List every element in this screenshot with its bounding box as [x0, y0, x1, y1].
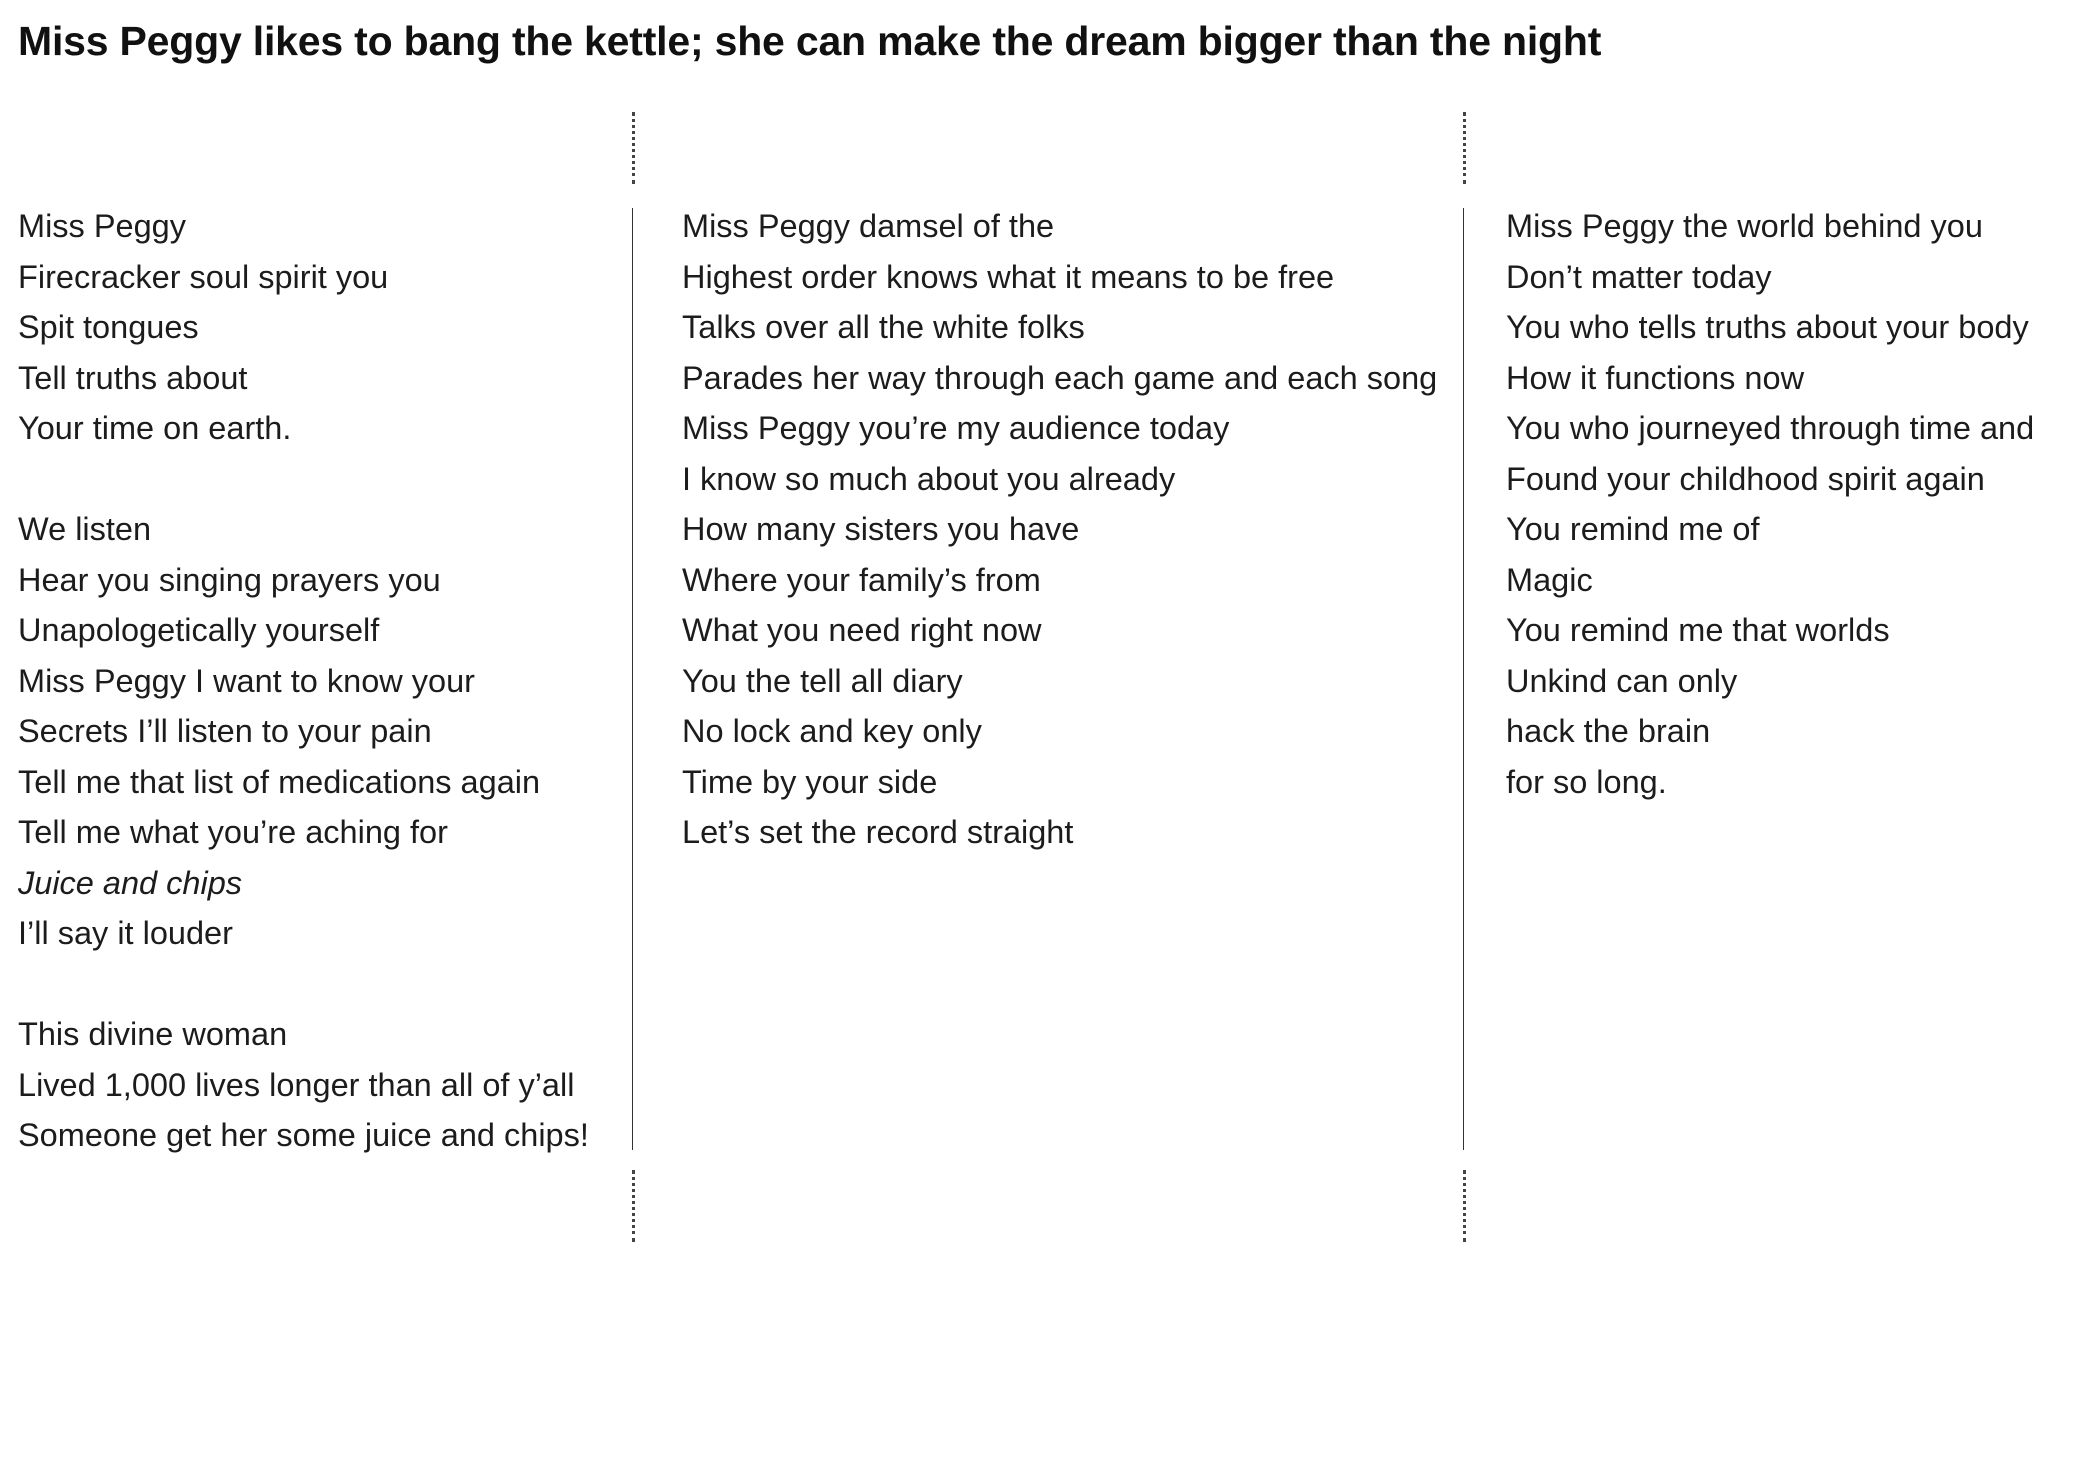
poem-line: Hear you singing prayers you: [18, 561, 441, 598]
poem-line: Miss Peggy I want to know your: [18, 662, 475, 699]
poem-line: Tell truths about: [18, 359, 248, 396]
poem-line: You who tells truths about your body: [1506, 309, 2029, 345]
poem-line: Juice and chips: [18, 864, 243, 901]
poem-line: No lock and key only: [682, 713, 982, 749]
column-divider-2: [1463, 208, 1464, 1150]
poem-title: Miss Peggy likes to bang the kettle; she can make the dream bigger than the night: [18, 18, 1602, 64]
poem-line: Parades her way through each game and each song: [682, 359, 1438, 396]
poem-line: We listen: [18, 511, 152, 547]
poem-line: Miss Peggy the world behind you: [1506, 208, 1983, 244]
poem-line: Let’s set the record straight: [682, 814, 1074, 850]
column-divider-2-top-dots: [1463, 112, 1466, 184]
poem-line: How it functions now: [1506, 359, 1805, 396]
poem-line: Miss Peggy: [18, 208, 186, 244]
poem-line: This divine woman: [18, 1016, 288, 1052]
poem-line: Miss Peggy damsel of the: [682, 208, 1055, 244]
poem-line: Magic: [1506, 561, 1593, 598]
stanza-break: [18, 454, 589, 505]
column-divider-2-bottom-dots: [1463, 1170, 1466, 1242]
poem-line: Miss Peggy you’re my audience today: [682, 410, 1230, 446]
poem-line: Your time on earth.: [18, 410, 292, 446]
poem-line: Unapologetically yourself: [18, 612, 380, 648]
poem-line: Highest order knows what it means to be free: [682, 258, 1335, 295]
poem-line: How many sisters you have: [682, 511, 1080, 547]
poem-line: hack the brain: [1506, 713, 1711, 749]
poem-line: Unkind can only: [1506, 662, 1738, 699]
poem-line: You remind me that worlds: [1506, 612, 1890, 648]
column-divider-1-top-dots: [632, 112, 635, 184]
poem-line: I’ll say it louder: [18, 915, 233, 951]
poem-line: Where your family’s from: [682, 561, 1041, 598]
column-divider-1: [632, 208, 633, 1150]
poem-line: Lived 1,000 lives longer than all of y’all: [18, 1066, 575, 1103]
poem-line: I know so much about you already: [682, 460, 1176, 497]
poem-line: You remind me of: [1506, 511, 1760, 547]
poem-column-2: [682, 201, 1437, 858]
poem-line: Tell me that list of medications again: [18, 763, 541, 800]
poem-line: Tell me what you’re aching for: [18, 814, 448, 850]
poem-line: Firecracker soul spirit you: [18, 258, 389, 295]
poem-line: You the tell all diary: [682, 662, 963, 699]
poem-line: Don’t matter today: [1506, 258, 1772, 295]
poem-line: Someone get her some juice and chips!: [18, 1117, 589, 1153]
poem-column-3: [1506, 201, 2034, 807]
poem-line: for so long.: [1506, 763, 1667, 800]
poem-line: Found your childhood spirit again: [1506, 460, 1985, 497]
stanza-break: [18, 959, 589, 1010]
poem-line: Spit tongues: [18, 309, 199, 345]
column-divider-1-bottom-dots: [632, 1170, 635, 1242]
poem-column-1: [18, 201, 589, 1161]
poem-line: You who journeyed through time and: [1506, 410, 2035, 446]
poem-line: Talks over all the white folks: [682, 309, 1085, 345]
poem-line: Secrets I’ll listen to your pain: [18, 713, 432, 749]
poem-line: Time by your side: [682, 763, 938, 800]
poem-line: What you need right now: [682, 612, 1042, 648]
